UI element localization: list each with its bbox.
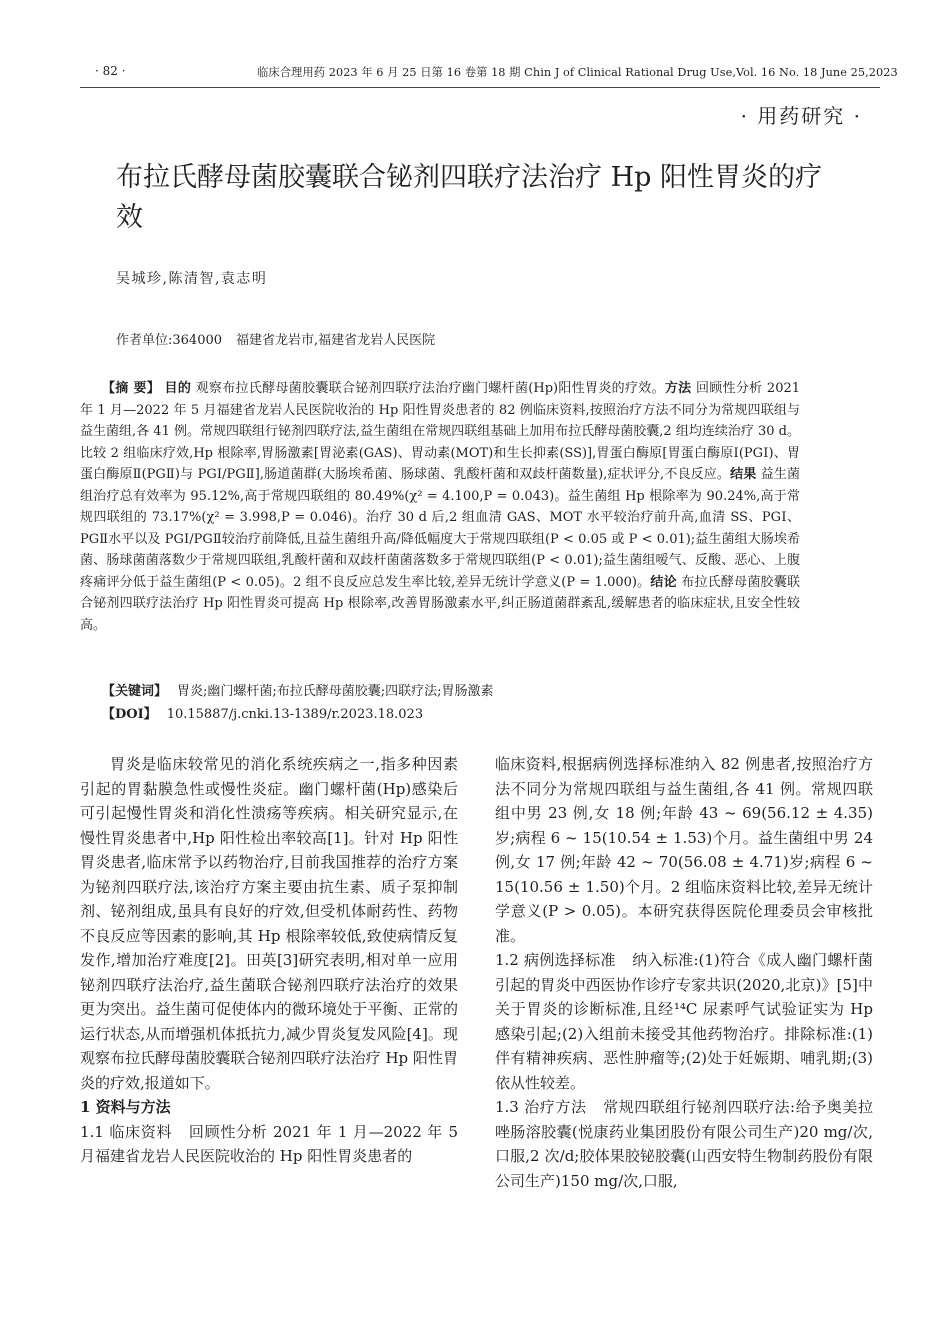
abstract [80, 378, 800, 636]
body-left-column [80, 752, 458, 1169]
conclusion-text: 布拉氏酵母菌胶囊联合铋剂四联疗法治疗 Hp 阳性胃炎可提高 Hp 根除率,改善胃肠激素水平,纠正肠道菌群紊乱,缓解患者的临床症状,且安全性较高。 [80, 574, 800, 633]
subsection-1-1-text: 回顾性分析 2021 年 1 月—2022 年 5 月福建省龙岩人民医院收治的 Hp 阳性胃炎患者的 [80, 1122, 459, 1165]
results-label: 结果 [730, 467, 757, 482]
doi [102, 703, 423, 722]
methods-label: 方法 [664, 381, 692, 396]
authors: 吴城珍,陈清智,袁志明 [116, 271, 268, 287]
keywords-label: 【关键词】 [102, 684, 168, 699]
results-text: 益生菌组治疗总有效率为 95.12%,高于常规四联组的 80.49%(χ² = 4.100,P = 0.043)。益生菌组 Hp 根除率为 90.24%,高于常规四联组的 73.17%(χ² = 3.998,P = 0.046)。治疗 30 d 后,2 组血清 GAS、MOT 水平较治疗前升高,血清 SS、PGⅠ、PGⅡ水平以及 PGⅠ/PGⅡ较治疗前降低,且益生菌组升高/降低幅度大于常规四联组(P < 0.05 或 P < 0.01);益生菌组大肠埃希菌、肠球菌菌落数少于常规四联组,乳酸杆菌和双歧杆菌菌落数多于常规四联组(P < 0.01);益生菌组嗳气、反酸、恶心、上腹疼痛评分低于益生菌组(P < 0.05)。2 组不良反应总发生率比较,差异无统计学意义(P = 1.000)。 [80, 467, 800, 590]
subsection-1-2-text: 纳入标准:(1)符合《成人幽门螺杆菌引起的胃炎中西医协作诊疗专家共识(2020,北京)》[5]中关于胃炎的诊断标准,且经¹⁴C 尿素呼气试验证实为 Hp 感染引起;(2)入组前未接受其他药物治疗。排除标准:(1)伴有精神疾病、恶性肿瘤等;(2)处于妊娠期、哺乳期;(3)依从性较差。 [495, 951, 873, 1092]
affiliation-place: 福建省龙岩市,福建省龙岩人民医院 [236, 333, 436, 348]
doi-label: 【DOI】 [102, 707, 157, 722]
section-heading-1: 1 资料与方法 [80, 1098, 171, 1116]
subsection-1-1-continued: 临床资料,根据病例选择标准纳入 82 例患者,按照治疗方法不同分为常规四联组与益生菌组,各 41 例。常规四联组中男 23 例,女 18 例;年龄 43 ~ 69(56.12 ± 4.35)岁;病程 6 ~ 15(10.54 ± 1.53)个月。益生菌组中男 24 例,女 17 例;年龄 42 ~ 70(56.08 ± 4.71)岁;病程 6 ~ 15(10.56 ± 1.50)个月。2 组临床资料比较,差异无统计学意义(P > 0.05)。本研究获得医院伦理委员会审核批准。 [495, 755, 873, 945]
page-number: · 82 · [95, 64, 126, 78]
affiliation [116, 329, 435, 348]
section-label: · 用药研究 · [740, 104, 862, 128]
objective-text: 观察布拉氏酵母菌胶囊联合铋剂四联疗法治疗幽门螺杆菌(Hp)阳性胃炎的疗效。 [195, 381, 665, 396]
methods-text: 回顾性分析 2021 年 1 月—2022 年 5 月福建省龙岩人民医院收治的 Hp 阳性胃炎患者的 82 例临床资料,按照治疗方法不同分为常规四联组与益生菌组,各 41 例。常规四联组行铋剂四联疗法,益生菌组在常规四联组基础上加用布拉氏酵母菌胶囊,2 组均连续治疗 30 d。比较 2 组临床疗效,Hp 根除率,胃肠激素[胃泌素(GAS)、胃动素(MOT)和生长抑素(SS)],胃蛋白酶原[胃蛋白酶原Ⅰ(PGⅠ)、胃蛋白酶原Ⅱ(PGⅡ)与 PGⅠ/PGⅡ],肠道菌群(大肠埃希菌、肠球菌、乳酸杆菌和双歧杆菌数量),症状评分,不良反应。 [80, 381, 801, 482]
objective-label: 目的 [164, 381, 192, 396]
subsection-1-1-label: 1.1 临床资料 [80, 1122, 173, 1141]
doi-link[interactable]: 10.15887/j.cnki.13-1389/r.2023.18.023 [166, 707, 424, 722]
subsection-1-3-label: 1.3 治疗方法 [495, 1098, 587, 1116]
article-title: 布拉氏酵母菌胶囊联合铋剂四联疗法治疗 Hp 阳性胃炎的疗效 [116, 162, 822, 233]
subsection-1-3-text: 常规四联组行铋剂四联疗法:给予奥美拉唑肠溶胶囊(悦康药业集团股份有限公司生产)20 mg/次,口服,2 次/d;胶体果胶铋胶囊(山西安特生物制药股份有限公司生产)150 mg/次,口服, [495, 1098, 874, 1190]
abstract-label: 【摘 要】 [102, 381, 161, 396]
subsection-1-2-label: 1.2 病例选择标准 [495, 951, 616, 969]
conclusion-label: 结论 [650, 574, 677, 590]
affiliation-prefix: 作者单位:364000 [116, 333, 223, 348]
body-right-column [495, 752, 873, 1193]
header-rule [80, 87, 880, 88]
intro-paragraph: 胃炎是临床较常见的消化系统疾病之一,指多种因素引起的胃黏膜急性或慢性炎症。幽门螺杆菌(Hp)感染后可引起慢性胃炎和消化性溃疡等疾病。相关研究显示,在慢性胃炎患者中,Hp 阳性检出率较高[1]。针对 Hp 阳性胃炎患者,临床常予以药物治疗,目前我国推荐的治疗方案为铋剂四联疗法,该治疗方案主要由抗生素、质子泵抑制剂、铋剂组成,虽具有良好的疗效,但受机体耐药性、药物不良反应等因素的影响,其 Hp 根除率较低,致使病情反复发作,增加治疗难度[2]。田英[3]研究表明,相对单一应用铋剂四联疗法治疗,益生菌联合铋剂四联疗法治疗的效果更为突出。益生菌可促使体内的微环境处于平衡、正常的运行状态,从而增强机体抵抗力,减少胃炎复发风险[4]。现观察布拉氏酵母菌胶囊联合铋剂四联疗法治疗 Hp 阳性胃炎的疗效,报道如下。 [80, 755, 458, 1092]
keywords [102, 680, 494, 699]
journal-header: 临床合理用药 2023 年 6 月 25 日第 16 卷第 18 期 Chin J of Clinical Rational Drug Use,Vol. 16 No. 18 June 25,2023 [257, 66, 898, 79]
keywords-text: 胃炎;幽门螺杆菌;布拉氏酵母菌胶囊;四联疗法;胃肠激素 [177, 684, 494, 699]
